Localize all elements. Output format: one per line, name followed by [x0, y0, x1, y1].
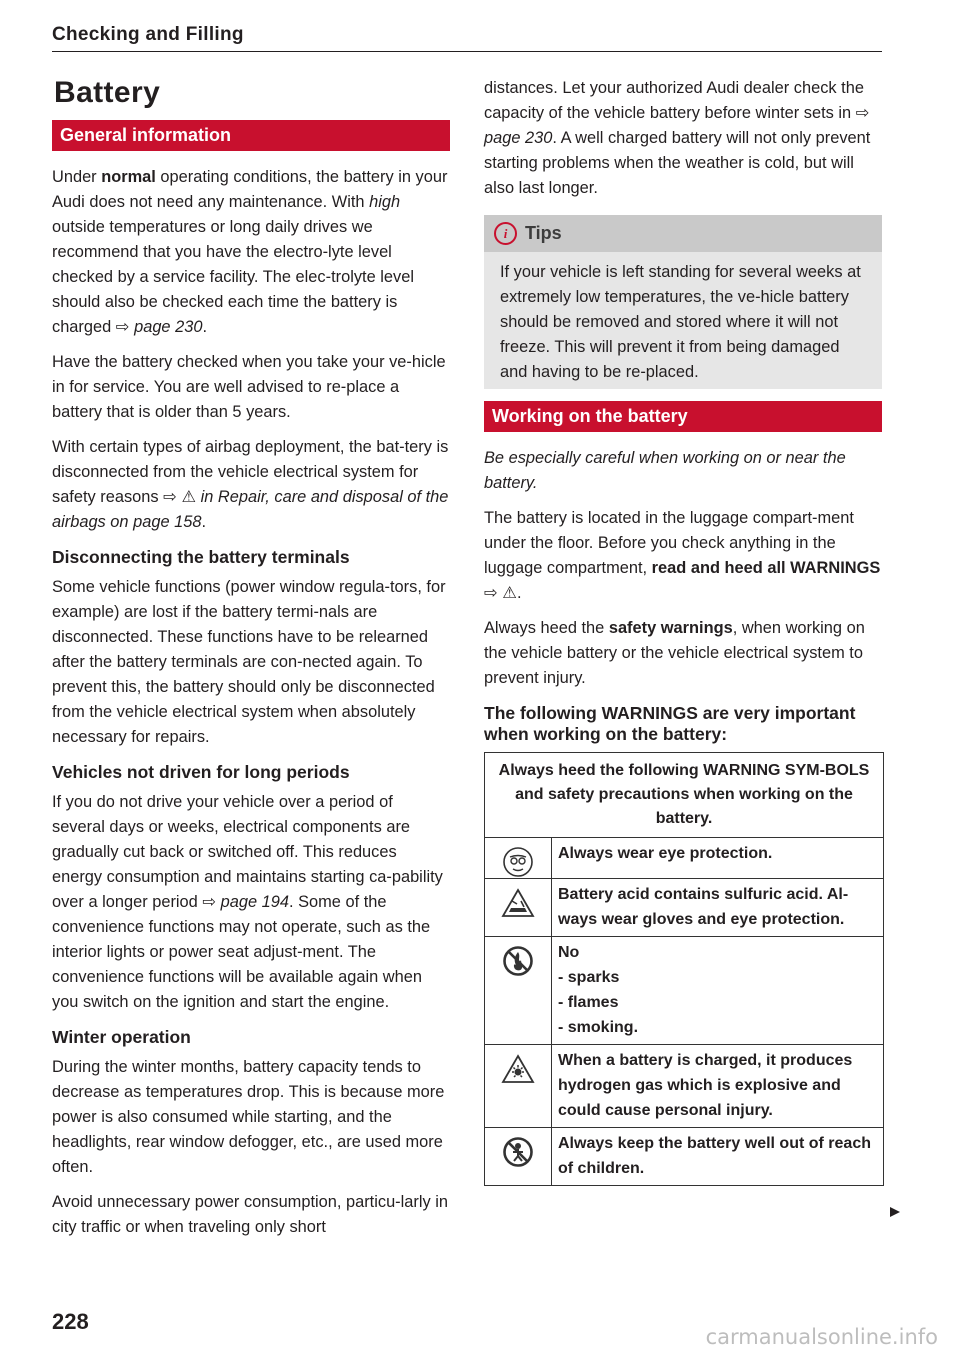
- paragraph-winter: During the winter months, battery capacity tends to decrease as temperatures drop. This is because more power is also consumed while starting, and the headlights, rear window defogger, etc., are used more often.: [52, 1058, 445, 1176]
- intro-careful: Be especially careful when working on or near the battery.: [484, 449, 846, 492]
- paragraph-avoid-consumption: Avoid unnecessary power consumption, particu-larly in city traffic or when traveling only short: [52, 1193, 449, 1236]
- page-number: 228: [52, 1309, 89, 1334]
- paragraph-disconnecting: Some vehicle functions (power window regula-tors, for example) are lost if the battery termi-nals are disconnected. These functions have to be relearned after the battery terminals are con-nected again. To prevent this, the battery should only be disconnected from the vehicle electrical system when absolutely necessary for repairs.: [52, 578, 446, 746]
- warning-text: Always keep the battery well out of reach of children.: [558, 1135, 871, 1177]
- paragraph-location: The battery is located in the luggage compart-ment under the floor. Before you check anything in the luggage compartment, read and heed all WARNINGS ⇨ ⚠.: [484, 509, 881, 602]
- paragraph-safety: Always heed the safety warnings, when working on the vehicle battery or the vehicle electrical system to prevent injury.: [484, 619, 865, 687]
- airbag-page-158-link[interactable]: ⇨ ⚠ in Repair, care and disposal of the airbags on page 158: [52, 488, 449, 531]
- general-information-bar: General information: [52, 120, 450, 151]
- section-title: Checking and Filling: [52, 24, 244, 45]
- tips-header: [484, 215, 882, 252]
- table-row: [485, 1128, 883, 1185]
- continue-arrow-icon: [888, 1205, 902, 1224]
- warning-link[interactable]: ⇨ ⚠: [484, 584, 517, 602]
- working-on-battery-bar: Working on the battery: [484, 401, 882, 432]
- table-row: [485, 1045, 883, 1128]
- left-column: [52, 76, 450, 1250]
- explosive-gas-icon: [485, 1045, 552, 1127]
- tips-text: If your vehicle is left standing for several weeks at extremely low temperatures, the ve-hicle battery should be removed and stored where it will not freeze. This will prevent it from being damaged and having to be re-placed.: [500, 263, 861, 381]
- table-row: [485, 838, 883, 879]
- warning-table-caption: Always heed the following WARNING SYM-BOLS and safety precautions when working on the battery.: [485, 753, 883, 838]
- right-column: [484, 76, 882, 1186]
- warning-text: Always wear eye protection.: [558, 845, 773, 862]
- warning-text-no-fire: No - sparks - flames - smoking.: [558, 944, 639, 1036]
- heading-not-driven: Vehicles not driven for long periods: [52, 762, 350, 782]
- heading-disconnecting: Disconnecting the battery terminals: [52, 547, 350, 567]
- watermark: carmanualsonline.info: [705, 1325, 938, 1349]
- heading-warnings: The following WARNINGS are very important when working on the battery:: [484, 703, 856, 744]
- eye-protection-icon: [485, 838, 552, 878]
- warning-table: [484, 752, 884, 1186]
- no-fire-icon: [485, 937, 552, 1044]
- page-title: Battery: [54, 76, 161, 109]
- page-194-link[interactable]: ⇨ page 194: [202, 893, 289, 911]
- warning-text: Battery acid contains sulfuric acid. Al-ways wear gloves and eye protection.: [558, 886, 849, 928]
- paragraph-airbag: With certain types of airbag deployment, the bat-tery is disconnected from the vehicle electrical system for safety reasons ⇨ ⚠ in Repair, care and disposal of the airbags on page 158.: [52, 438, 449, 531]
- tips-title: Tips: [525, 223, 562, 243]
- paragraph-distances: distances. Let your authorized Audi dealer check the capacity of the vehicle battery before winter sets in ⇨ page 230. A well charged battery will not only prevent starting problems when the weather is cold, but will also last longer.: [484, 79, 871, 197]
- table-row: [485, 937, 883, 1045]
- heading-winter: Winter operation: [52, 1027, 191, 1047]
- warning-text: When a battery is charged, it produces hydrogen gas which is explosive and could cause personal injury.: [558, 1052, 853, 1119]
- header-rule: [52, 51, 882, 52]
- paragraph-not-driven: If you do not drive your vehicle over a period of several days or weeks, electrical components are gradually cut back or switched off. This reduces energy consumption and maintains starting ca-pability over a longer period ⇨ page 194. Some of the convenience functions may not operate, such as the interior lights or power seat adjust-ment. The convenience functions will be available again when you switch on the ignition and start the engine.: [52, 793, 443, 1011]
- page-230-link[interactable]: ⇨ page 230: [115, 318, 203, 336]
- tips-box: [484, 215, 882, 389]
- table-row: [485, 879, 883, 937]
- page-230-link-right[interactable]: ⇨ page 230: [484, 104, 870, 147]
- acid-warning-icon: [485, 879, 552, 936]
- paragraph-normal-conditions: Under normal operating conditions, the battery in your Audi does not need any maintenance. With high outside temperatures or long daily drives we recommend that you have the electro-lyte level checked by a service facility. The elec-trolyte level should also be checked each time the battery is charged ⇨ page 230.: [52, 168, 448, 336]
- keep-from-children-icon: [485, 1128, 552, 1185]
- info-icon: i: [494, 222, 517, 245]
- paragraph-service: Have the battery checked when you take your ve-hicle in for service. You are well advised to re-place a battery that is older than 5 years.: [52, 353, 446, 421]
